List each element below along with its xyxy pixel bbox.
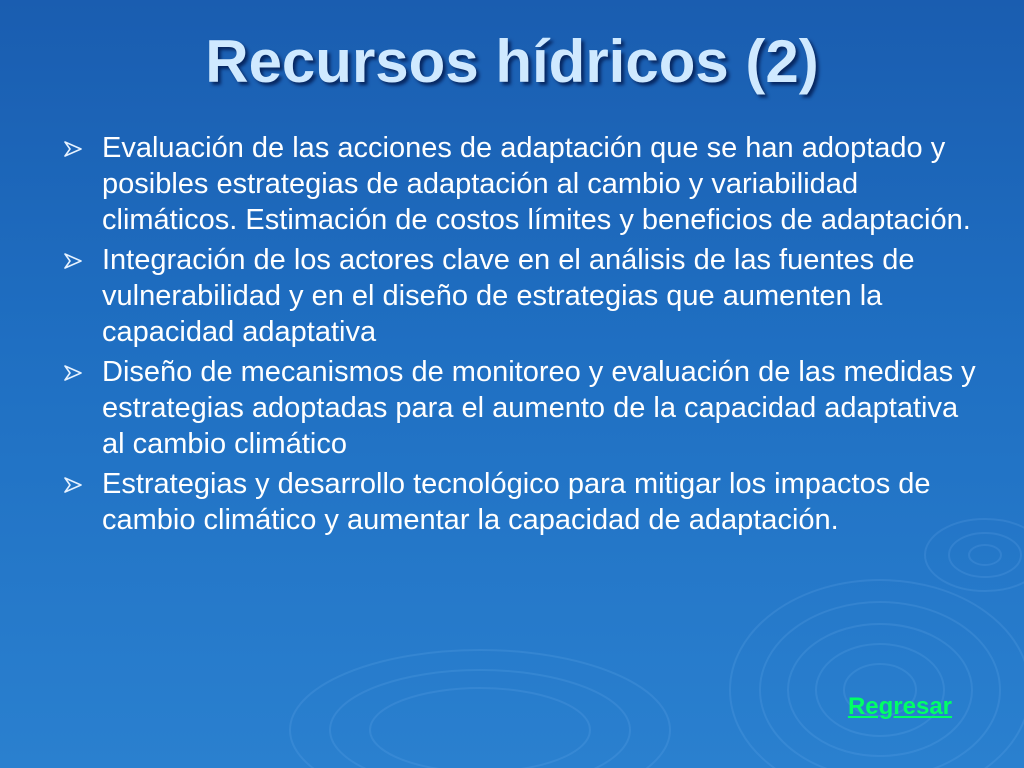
bullet-list (62, 130, 982, 542)
arrowhead-bullet-icon (64, 477, 82, 493)
bullet-text: Estrategias y desarrollo tecnológico para mitigar los impactos de cambio climático y aumentar la capacidad de adaptación. (102, 468, 931, 536)
slide-title: Recursos hídricos (2) (205, 28, 819, 95)
arrowhead-bullet-icon (64, 253, 82, 269)
bullet-text: Evaluación de las acciones de adaptación que se han adoptado y posibles estrategias de adaptación al cambio y variabilidad climáticos. Estimación de costos límites y beneficios de adaptación. (102, 132, 971, 236)
bullet-item (62, 242, 982, 350)
bullet-item (62, 354, 982, 462)
arrowhead-bullet-icon (64, 365, 82, 381)
bullet-item (62, 130, 982, 238)
bullet-text: Diseño de mecanismos de monitoreo y evaluación de las medidas y estrategias adoptadas para el aumento de la capacidad adaptativa al cambio climático (102, 356, 976, 460)
back-link[interactable]: Regresar (847, 693, 952, 720)
bullet-item (62, 466, 982, 538)
arrowhead-bullet-icon (64, 141, 82, 157)
bullet-text: Integración de los actores clave en el análisis de las fuentes de vulnerabilidad y en el diseño de estrategias que aumenten la capacidad adaptativa (102, 244, 915, 348)
